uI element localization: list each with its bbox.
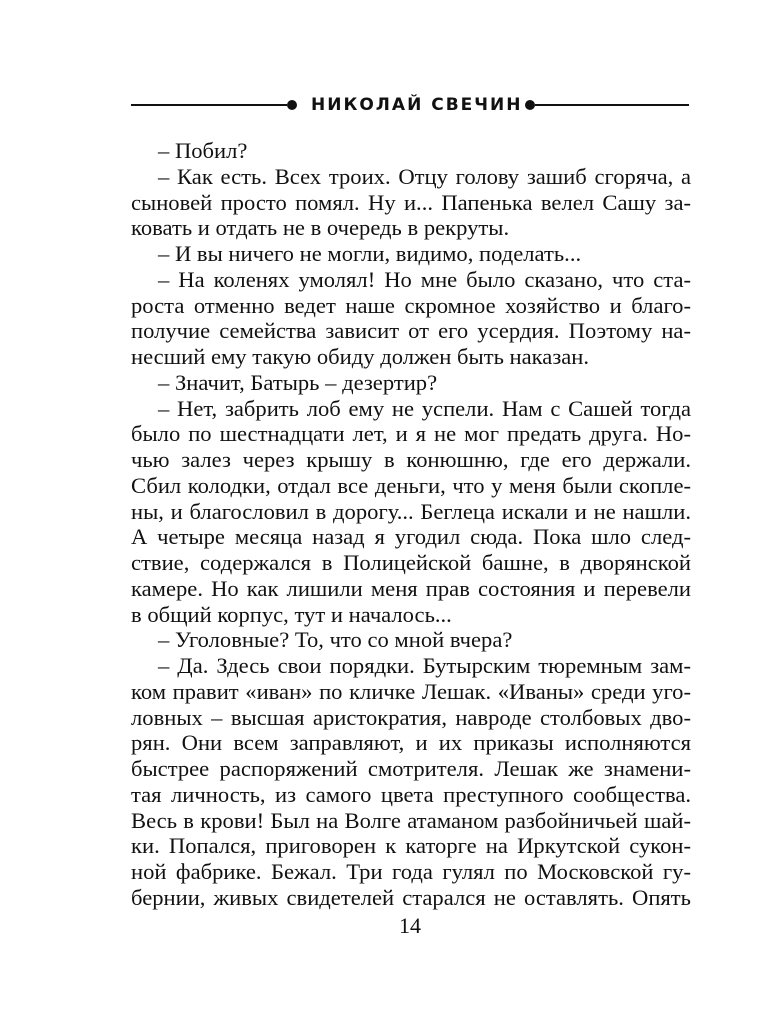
text-line: ки. Попался, приговорен к каторге на Иркутской сукон- (131, 833, 691, 859)
header-rule-right (535, 104, 689, 106)
header-rule-left (131, 104, 287, 106)
text-line: было по шестнадцати лет, и я не мог предать друга. Но- (131, 421, 691, 447)
text-line: – Побил? (158, 138, 248, 163)
text-line: – Да. Здесь свои порядки. Бутырским тюремным зам- (158, 653, 691, 678)
text-line: ной фабрике. Бежал. Три года гулял по Московской гу- (131, 859, 691, 884)
text-line: в общий корпус, тут и началось... (131, 601, 452, 627)
text-line: быстрее распоряжений смотрителя. Лешак же знамени- (131, 756, 691, 781)
text-line: бернии, живых свидетелей старался не оставлять. Опять (131, 884, 691, 910)
body-text (131, 138, 691, 911)
text-line: несший ему такую обиду должен быть наказан. (131, 344, 590, 369)
text-line: – Уголовные? То, что со мной вчера? (158, 627, 513, 653)
text-line: Весь в крови! Был на Волге атаманом разбойничьей шай- (131, 807, 691, 833)
text-line: – Как есть. Всех троих. Отцу голову зашиб сгоряча, а (158, 163, 691, 189)
header-ornament-dot-left (287, 100, 297, 110)
text-line: – Значит, Батырь – дезертир? (158, 369, 438, 395)
text-line: чью залез через крышу в конюшню, где его держали. (131, 447, 691, 472)
text-line: – На коленях умолял! Но мне было сказано, что ста- (158, 266, 691, 292)
text-line: камере. Но как лишили меня прав состояния и перевели (131, 575, 691, 601)
text-line: тая личность, из самого цвета преступного сообщества. (131, 781, 691, 807)
text-line: роста отменно ведет наше скромное хозяйство и благо- (131, 292, 691, 318)
page-number: 14 (399, 913, 421, 938)
text-line: – И вы ничего не могли, видимо, поделать... (158, 241, 582, 266)
text-line: ны, и благословил в дорогу... Беглеца искали и не нашли. (131, 498, 691, 524)
text-line: рян. Они всем заправляют, и их приказы исполняются (131, 730, 691, 756)
text-line: ком правит «иван» по кличке Лешак. «Иваны» среди уго- (131, 678, 691, 704)
text-line: сыновей просто помял. Ну и... Папенька велел Сашу за- (131, 189, 691, 215)
header-ornament-dot-right (525, 100, 535, 110)
text-line: А четыре месяца назад я угодил сюда. Пока шло след- (131, 524, 691, 550)
text-line: ствие, содержался в Полицейской башне, в дворянской (131, 550, 691, 575)
header-author-name: НИКОЛАЙ СВЕЧИН (311, 95, 523, 115)
text-line: ковать и отдать не в очередь в рекруты. (131, 215, 510, 241)
text-line: Сбил колодки, отдал все деньги, что у меня были скопле- (131, 472, 691, 498)
text-line: – Нет, забрить лоб ему не успели. Нам с Сашей тогда (158, 395, 691, 421)
text-line: получие семейства зависит от его усердия. Поэтому на- (131, 318, 691, 344)
running-header (131, 92, 689, 118)
text-line: ловных – высшая аристократия, навроде столбовых дво- (131, 704, 691, 730)
